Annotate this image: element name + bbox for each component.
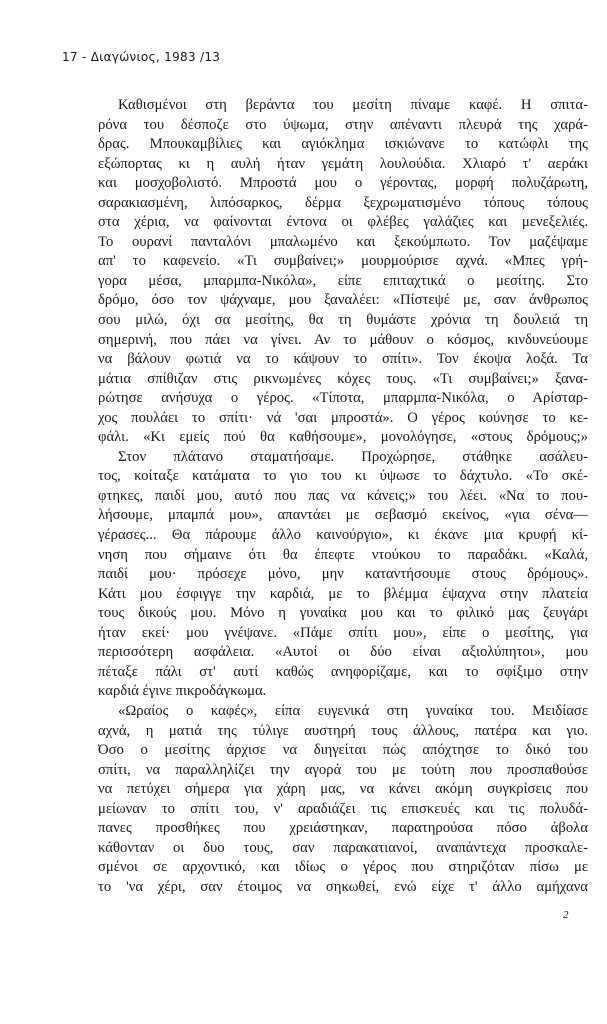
text-line: δρας. Μπουκαμβίλιες και αγιόκλημα ισκιώνανε το κατώφλι της [98, 136, 588, 153]
text-line: χος πουλάει το σπίτι· νά 'σαι μπροστά». Ο γέρος κούνησε το κε- [98, 409, 588, 426]
text-line: λήσουμε, μπαμπά μου», απαντάει με σεβασμό εκείνος, «για σένα— [98, 507, 588, 524]
text-line: να βάλουν φωτιά να το κάψουν το σπίτι». Τον έκοψα λοξά. Τα [98, 351, 588, 368]
text-line: πέταξε πάλι στ' αυτί καθώς ανηφορίζαμε, και το σφίξιμο στην [98, 663, 588, 680]
text-line: ρώτησε ανήσυχα ο γέρος. «Τίποτα, μπαρμπα-Νικόλα, ο Αρίσταρ- [98, 390, 588, 407]
body-text [98, 96, 588, 897]
text-line: γορα μέσα, μπαρμπα-Νικόλα», είπε επιταχτικά ο μεσίτης. Στο [98, 272, 588, 289]
text-line: τους δικούς μου. Μόνο η γυναίκα μου και το φιλικό μας ζευγάρι [98, 605, 588, 622]
text-line: εξώπορτας κι η αυλή ήταν γεμάτη λουλούδια. Χλιαρό τ' αεράκι [98, 155, 588, 172]
text-line: και μοσχοβολιστό. Μπροστά μου ο γέροντας, μορφή πολυζάρωτη, [98, 175, 588, 192]
text-line: σμένοι σε αρχοντικό, και ιδίως ο γέρος που στηριζόταν πίσω με [98, 859, 588, 876]
text-line: πανες προσθήκες που χρειάστηκαν, παρατηρούσα πόσο άβολα [98, 820, 588, 837]
text-line: καρδιά έγινε πικροδάγκωμα. [98, 683, 267, 700]
text-line: περισσότερη ασφάλεια. «Αυτοί οι δύο είναι αξιολύπητοι», μου [98, 644, 588, 661]
text-line: Το ουρανί πανταλόνι μπαλωμένο και ξεκούμπωτο. Τον μαζέψαμε [98, 233, 588, 250]
paragraph-1 [98, 96, 588, 448]
text-line: σημερινή, που πάει να γίνει. Αν το μάθουν ο κόσμος, κινδυνεύουμε [98, 331, 588, 348]
text-line: νηση που σήμαινε ότι θα έπεφτε ντούκου το παραδάκι. «Καλά, [98, 546, 588, 563]
page-number: 2 [563, 909, 569, 921]
text-line: σαρακιασμένη, λιπόσαρκος, δέρμα ξεχρωματισμένο τόπους τόπους [98, 194, 588, 211]
paragraph-3 [98, 702, 588, 897]
page-header: 17 - Διαγώνιος, 1983 /13 [62, 50, 221, 64]
text-line: αχνά, η ματιά της τύλιγε αυστηρή τους άλλους, πατέρα και γιο. [98, 722, 588, 739]
text-line: να πετύχει σήμερα για χάρη μας, να κάνει ακόμη συγκρίσεις που [98, 781, 588, 798]
text-line: ήταν εκεί· μου γνέψανε. «Πάμε σπίτι μου», είπε ο μεσίτης, για [98, 624, 588, 641]
text-line: γέρασες... Θα πάρουμε άλλο καινούργιο», κι έκανε μια κρυφή κί- [98, 527, 588, 544]
text-line: Κάτι μου έσφιγγε την καρδιά, με το βλέμμα έψαχνα στην πλατεία [98, 585, 588, 602]
text-line: φάλι. «Κι εμείς πού θα καθήσουμε», μονολόγησε, «στους δρόμους;» [98, 429, 588, 446]
text-line: τος, κοίταξε κατάματα το γιο του κι ύψωσε το δάχτυλο. «Το σκέ- [98, 468, 588, 485]
text-line: Καθισμένοι στη βεράντα του μεσίτη πίναμε καφέ. Η σπιτα- [118, 97, 588, 113]
text-line: κάθονταν οι δυο τους, σαν παρακατιανοί, αναπάντεχα προσκαλε- [98, 839, 588, 856]
text-line: σπίτι, να παραλληλίζει την αγορά του με τούτη που προσπαθούσε [98, 761, 588, 778]
text-line: φτηκες, παιδί μου, αυτό που πας να κάνεις;» του λέει. «Να το που- [98, 487, 588, 504]
text-line: μάτια σπίθιζαν στις ρικνωμένες κόχες τους. «Τι συμβαίνει;» ξανα- [98, 370, 588, 387]
text-line: το 'να χέρι, σαν έτοιμος να σηκωθεί, ενώ είχε τ' άλλο αμήχανα [98, 878, 588, 895]
text-line: δρόμο, όσο τον ψάχναμε, μου ξαναλέει: «Πίστεψέ με, σαν άνθρωπος [98, 292, 588, 309]
text-line: σου μιλώ, όχι σα μεσίτης, θα τη θυμάστε χρόνια τη δουλειά τη [98, 312, 588, 329]
text-line: Όσο ο μεσίτης άρχισε να διηγείται πώς απόχτησε το δικό του [98, 742, 588, 759]
text-line: απ' το καφενείο. «Τι συμβαίνει;» μουρμούρισε αχνά. «Μπες γρή- [98, 253, 588, 270]
text-line: μείωναν το σπίτι του, ν' αραδιάζει τις επισκευές και τις πολυδά- [98, 800, 588, 817]
paragraph-2 [98, 448, 588, 702]
text-line: ρόνα του δέσποζε στο ύψωμα, στην απέναντι πλευρά της χαρά- [98, 116, 588, 133]
text-line: στα χέρια, να φαίνονται έντονα οι φλέβες γαλάζιες και μενεξελιές. [98, 214, 588, 231]
text-line: Στον πλάτανο σταματήσαμε. Προχώρησε, στάθηκε ασάλευ- [118, 448, 588, 465]
text-line: «Ωραίος ο καφές», είπα ευγενικά στη γυναίκα του. Μειδίασε [118, 702, 588, 719]
text-line: παιδί μου· πρόσεχε μόνο, μην καταντήσουμε στους δρόμους». [98, 566, 588, 583]
